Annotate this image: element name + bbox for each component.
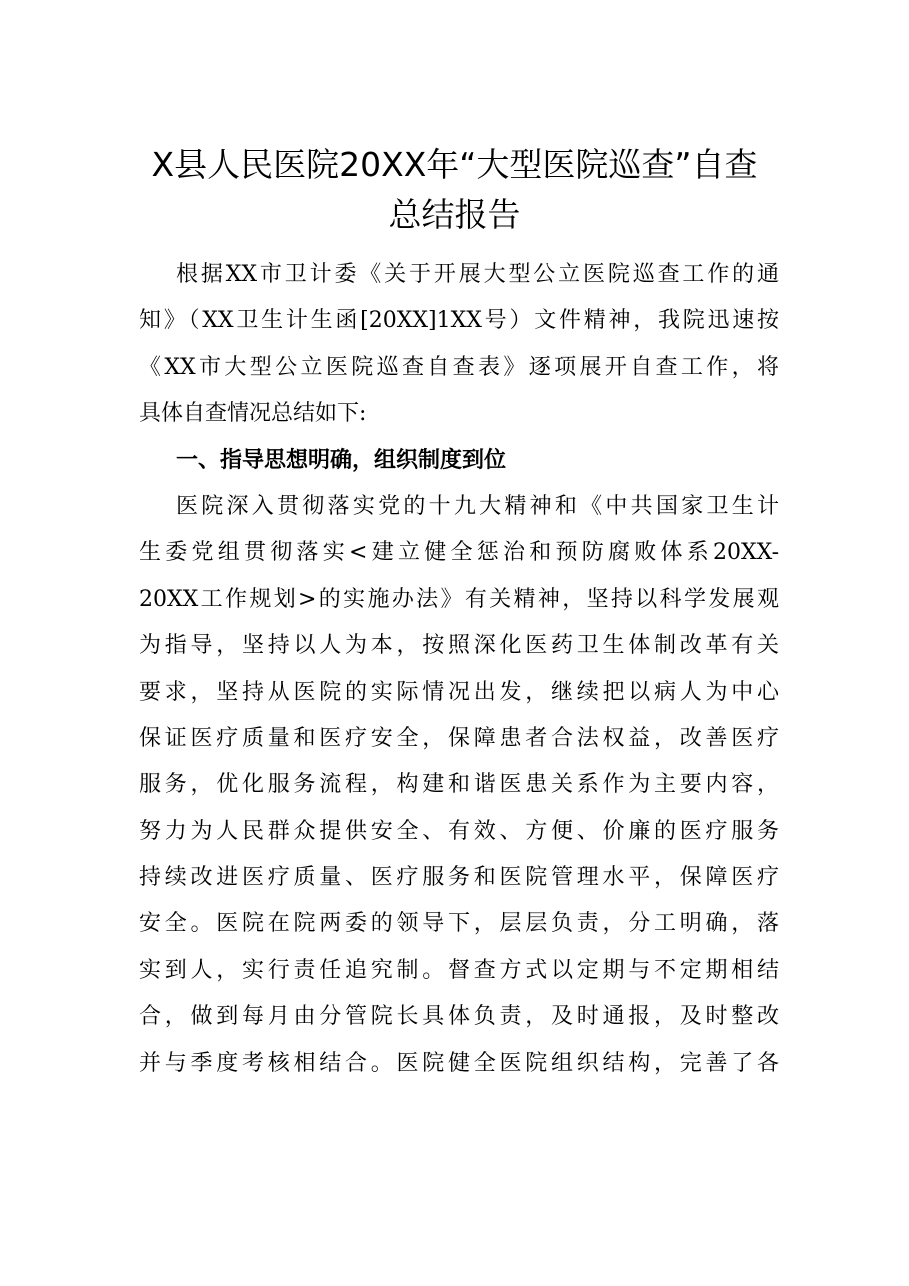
intro-line: 根据XX市卫计委《关于开展大型公立医院巡查工作的通 — [176, 262, 779, 287]
intro-line: 知》（XX卫生计生函[20XX]1XX号）文件精神，我院迅速按 — [139, 308, 779, 334]
paragraph-line: 持续改进医疗质量、医疗服务和医院管理水平，保障医疗 — [139, 865, 779, 891]
section-heading: 一、指导思想明确，组织制度到位 — [176, 447, 507, 473]
paragraph-line: 努力为人民群众提供安全、有效、方便、价廉的医疗服务 — [139, 818, 779, 844]
document-body — [139, 252, 779, 1087]
paragraph-line: 安全。医院在院两委的领导下，层层负责，分工明确，落 — [139, 911, 779, 937]
intro-line: 《XX市大型公立医院巡查自查表》逐项展开自查工作，将 — [139, 354, 779, 380]
document-title — [120, 140, 789, 240]
paragraph-line: 实到人，实行责任追究制。督查方式以定期与不定期相结 — [139, 957, 779, 983]
paragraph-line: 20XX工作规划>的实施办法》有关精神，坚持以科学发展观 — [139, 586, 779, 612]
intro-line: 具体自查情况总结如下: — [139, 401, 367, 427]
paragraph-line: 生委党组贯彻落实<建立健全惩治和预防腐败体系20XX- — [139, 540, 779, 566]
paragraph-line: 并与季度考核相结合。医院健全医院组织结构，完善了各 — [139, 1050, 779, 1076]
paragraph-line: 医院深入贯彻落实党的十九大精神和《中共国家卫生计 — [176, 493, 779, 519]
paragraph-line: 保证医疗质量和医疗安全，保障患者合法权益，改善医疗 — [139, 725, 779, 751]
paragraph-line: 为指导，坚持以人为本，按照深化医药卫生体制改革有关 — [139, 633, 779, 659]
title-line-2: 总结报告 — [388, 195, 521, 234]
title-line-1: X县人民医院20XX年“大型医院巡查”自查 — [151, 145, 758, 184]
paragraph-line: 服务，优化服务流程，构建和谐医患关系作为主要内容， — [139, 772, 779, 798]
paragraph-line: 合，做到每月由分管院长具体负责，及时通报，及时整改 — [139, 1004, 779, 1030]
paragraph-line: 要求，坚持从医院的实际情况出发，继续把以病人为中心 — [139, 679, 779, 705]
